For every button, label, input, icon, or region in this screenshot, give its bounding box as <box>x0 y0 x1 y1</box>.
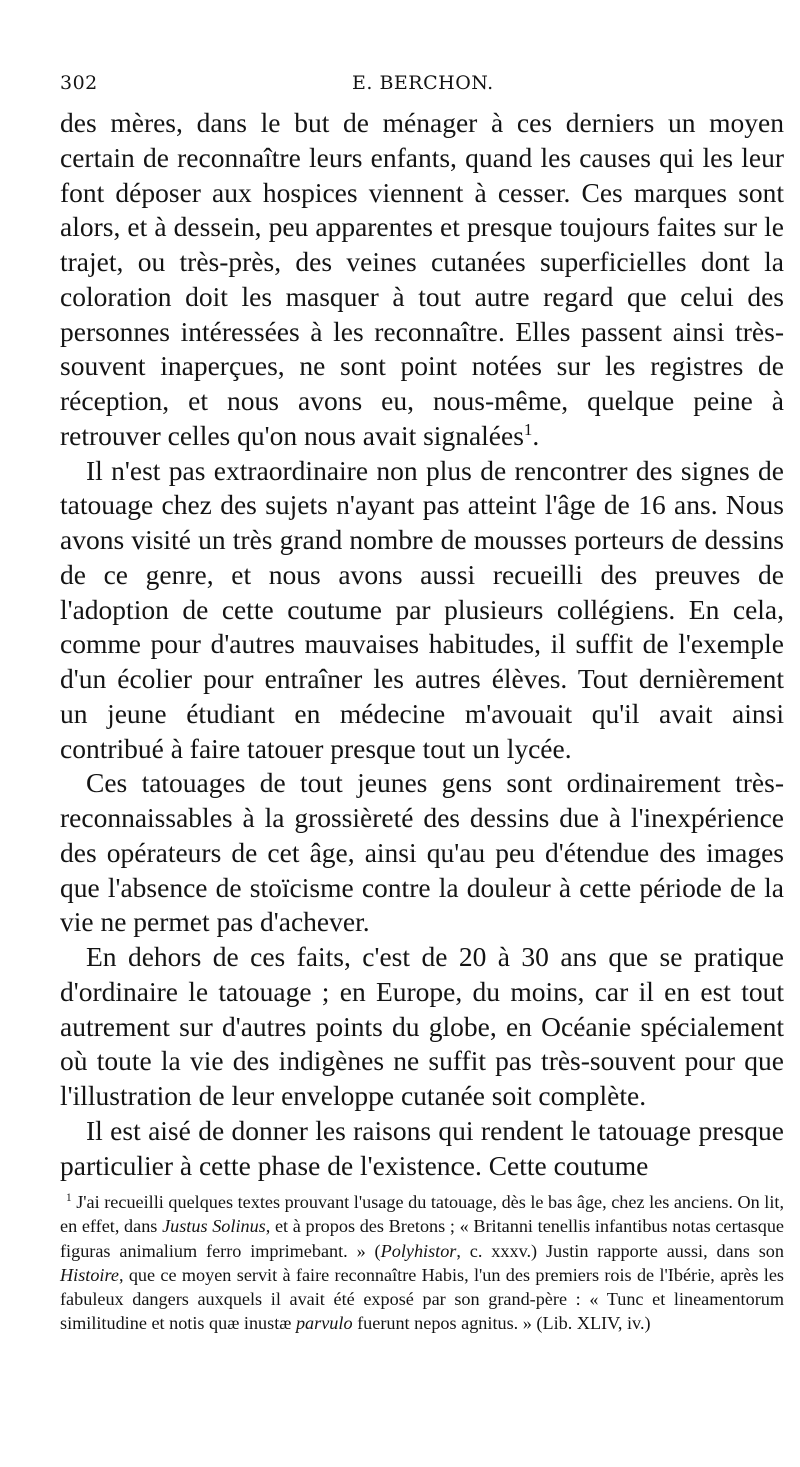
footnote-citation: parvulo <box>295 1313 353 1334</box>
paragraph-1-end: . <box>532 419 540 451</box>
footnote-text: , c. xxxv.) Justin rapporte aussi, dans son <box>456 1240 784 1261</box>
footnote-text: J'ai recueilli quelques textes prouvant l'usage du tatouage, dès le bas âge, chez les anciens. On lit, en effet, dans <box>60 1192 784 1237</box>
footnote-citation: Justus Solinus <box>162 1216 266 1237</box>
paragraph-2: Il n'est pas extraordinaire non plus de rencontrer des signes de tatouage chez des sujets n'ayant pas atteint l'âge de 16 ans. Nous avons visité un très grand nombre de mousses porteurs de dessins de ce genre, et nous avons aussi recueilli des preuves de l'adoption de cette coutume par plusieurs collégiens. En cela, comme pour d'autres mauvaises habitudes, il suffit de l'exemple d'un écolier pour entraîner les autres élèves. Tout dernièrement un jeune étudiant en médecine m'avouait qu'il avait ainsi contribué à faire tatouer presque tout un lycée. <box>60 454 784 764</box>
paragraph-1-text: des mères, dans le but de ménager à ces derniers un moyen certain de reconnaître leurs enfants, quand les causes qui les leur font déposer aux hospices viennent à cesser. Ces marques sont alors, et à dessein, peu apparentes et presque toujours faites sur le trajet, ou très-près, des veines cutanées superficielles dont la coloration doit les masquer à tout autre regard que celui des personnes intéressées à les reconnaître. Elles passent ainsi très-souvent inaperçues, ne sont point notées sur les registres de réception, et nous avons eu, nous-même, quelque peine à retrouver celles qu'on nous avait signalées <box>60 107 784 451</box>
running-head <box>60 64 784 100</box>
paragraph-5: Il est aisé de donner les raisons qui rendent le tatouage presque particulier à cette phase de l'existence. Cette coutume <box>60 1114 784 1181</box>
paragraph-4: En dehors de ces faits, c'est de 20 à 30 ans que se pratique d'ordinaire le tatouage ; en Europe, du moins, car il en est tout autrement sur d'autres points du globe, en Océanie spécialement où toute la vie des indigènes ne suffit pas très-souvent pour que l'illustration de leur enveloppe cutanée soit complète. <box>60 941 784 1111</box>
running-head-author: E. BERCHON. <box>352 72 494 94</box>
footnote-citation: Polyhistor <box>380 1240 457 1261</box>
footnote-marker: 1 <box>66 1191 72 1204</box>
footnote-text: , que ce moyen servit à faire reconnaître Habis, l'un des premiers rois de l'Ibérie, après les fabuleux dangers auxquels il avait été exposé par son grand-père : « Tunc et lineamentorum similitudine et notis quæ inustæ <box>60 1264 784 1334</box>
footnote-reference: 1 <box>523 419 533 439</box>
page-number: 302 <box>60 72 98 94</box>
body-text <box>60 106 784 1183</box>
footnote-text: fuerunt nepos agnitus. » (Lib. XLIV, iv.) <box>352 1313 651 1334</box>
paragraph-3: Ces tatouages de tout jeunes gens sont ordinairement très-reconnaissables à la grossièreté des dessins due à l'inexpérience des opérateurs de cet âge, ainsi qu'au peu d'étendue des images que l'absence de stoïcisme contre la douleur à cette période de la vie ne permet pas d'achever. <box>60 767 784 938</box>
footnote-text: , et à propos des Bretons ; « Britanni tenellis infantibus notas certasque figuras animalium ferro imprimebant. » ( <box>60 1216 784 1261</box>
footnote-citation: Histoire <box>60 1264 119 1285</box>
footnote-1 <box>60 1190 784 1336</box>
footnotes <box>60 1190 784 1336</box>
paragraph-1 <box>60 106 784 454</box>
book-page <box>60 64 784 1334</box>
